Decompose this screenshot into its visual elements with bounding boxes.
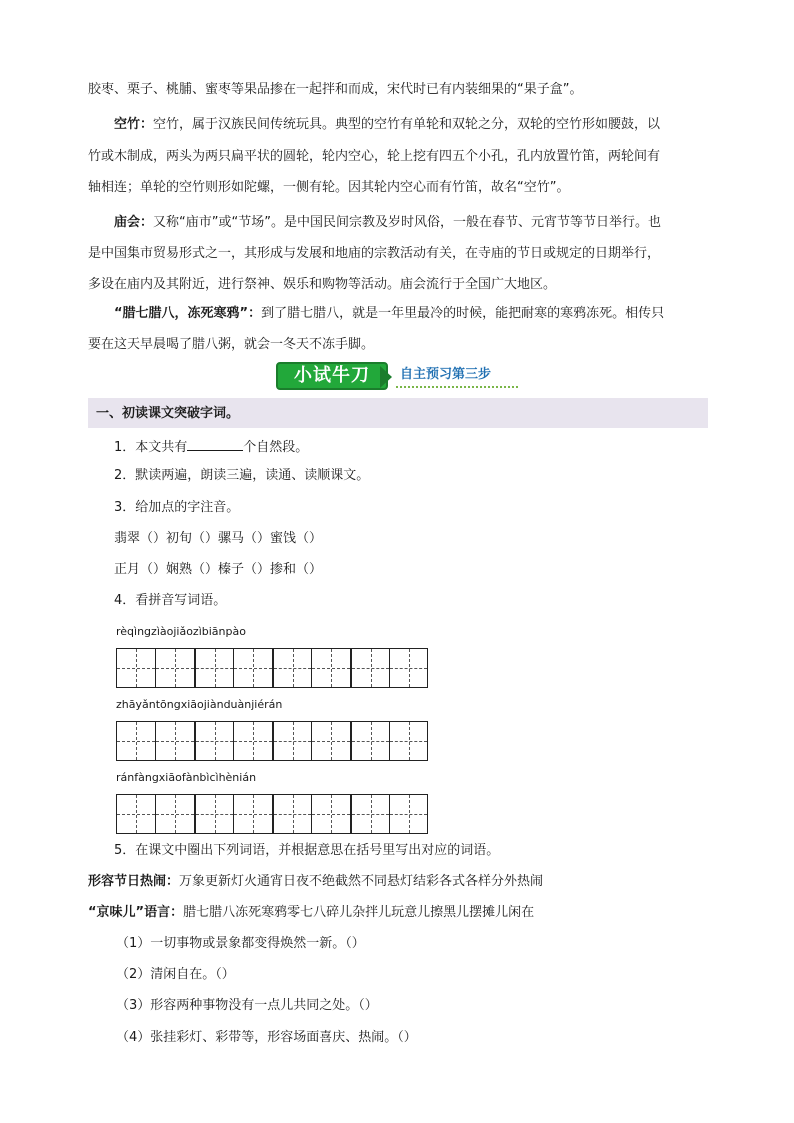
grid-cell[interactable] <box>350 648 389 688</box>
grid-guide-vertical <box>253 795 254 833</box>
grid-guide-vertical <box>409 649 410 687</box>
grid-cell[interactable] <box>155 794 194 834</box>
question-5-item-1 <box>116 936 736 952</box>
paragraph-laba-line2 <box>88 337 708 353</box>
grid-cell[interactable] <box>116 721 155 761</box>
grid-guide-vertical <box>136 722 137 760</box>
grid-cell[interactable] <box>155 648 194 688</box>
grid-guide-vertical <box>371 795 372 833</box>
question-5-words-1 <box>88 874 708 890</box>
grid-guide-vertical <box>371 722 372 760</box>
word-group-label: 形容节日热闹： <box>88 874 180 889</box>
grid-guide-vertical <box>136 795 137 833</box>
grid-cell[interactable] <box>116 648 155 688</box>
grid-guide-vertical <box>409 722 410 760</box>
grid-cell[interactable] <box>155 721 194 761</box>
grid-guide-vertical <box>331 722 332 760</box>
paragraph-text: 空竹，属于汉族民间传统玩具。典型的空竹有单轮和双轮之分，双轮的空竹形如腰鼓，以 <box>153 117 661 132</box>
grid-guide-vertical <box>409 795 410 833</box>
term-label-miaohui: 庙会： <box>114 215 154 230</box>
paragraph-kongzhu-line1 <box>114 117 734 133</box>
grid-cell[interactable] <box>194 721 233 761</box>
grid-guide-vertical <box>293 795 294 833</box>
section-heading: 一、初读课文突破字词。 <box>96 406 240 421</box>
grid-cell[interactable] <box>194 794 233 834</box>
grid-guide-vertical <box>215 795 216 833</box>
section-heading-bar <box>88 398 708 428</box>
grid-cell[interactable] <box>389 721 428 761</box>
grid-guide-vertical <box>136 649 137 687</box>
question-text: （4）张挂彩灯、彩带等，形容场面喜庆、热闹。（） <box>116 1030 417 1045</box>
banner-subtitle: 自主预习第三步 <box>400 367 492 382</box>
grid-guide-vertical <box>293 722 294 760</box>
word-group-text: 腊七腊八冻死寒鸦零七八碎儿杂拌儿玩意儿擦黑儿摆摊儿闲在 <box>183 905 535 920</box>
grid-cell[interactable] <box>311 721 350 761</box>
term-label-laba: “腊七腊八，冻死寒鸦”： <box>114 306 262 321</box>
banner-title: 小试牛刀 <box>294 365 370 386</box>
question-text: 5．在课文中圈出下列词语，并根据意思在括号里写出对应的词语。 <box>114 843 500 858</box>
pinyin-prompt-1: rèqìngzìàojiǎozìbiānpào <box>116 625 246 638</box>
grid-cell[interactable] <box>350 794 389 834</box>
grid-guide-vertical <box>331 795 332 833</box>
grid-guide-vertical <box>331 649 332 687</box>
question-3 <box>114 500 734 516</box>
question-3-row1 <box>114 531 734 547</box>
question-text: 1．本文共有 <box>114 440 188 455</box>
word-group-label: “京味儿”语言： <box>88 905 184 920</box>
question-text: 3．给加点的字注音。 <box>114 500 240 515</box>
question-text: （1）一切事物或景象都变得焕然一新。（） <box>116 936 365 951</box>
question-text: （2）清闲自在。（） <box>116 967 235 982</box>
banner-underline <box>396 386 518 388</box>
question-5 <box>114 843 734 859</box>
question-4 <box>114 593 734 609</box>
grid-guide-vertical <box>215 649 216 687</box>
writing-grid-2[interactable] <box>116 721 428 761</box>
paragraph-kongzhu-line3 <box>88 180 708 196</box>
grid-cell[interactable] <box>272 794 311 834</box>
grid-cell[interactable] <box>116 794 155 834</box>
grid-guide-vertical <box>175 795 176 833</box>
grid-guide-vertical <box>175 722 176 760</box>
grid-cell[interactable] <box>233 721 272 761</box>
pinyin-prompt-3: ránfàngxiāofànbìcìhènián <box>116 771 257 784</box>
question-5-item-2 <box>116 967 736 983</box>
paragraph-text: 是中国集市贸易形式之一，其形成与发展和地庙的宗教活动有关，在寺庙的节日或规定的日期举行， <box>88 246 661 261</box>
paragraph-text: 又称“庙市”或“节场”。是中国民间宗教及岁时风俗，一般在春节、元宵节等节日举行。也 <box>153 215 661 230</box>
grid-guide-vertical <box>253 649 254 687</box>
question-text: 4．看拼音写词语。 <box>114 593 227 608</box>
question-5-words-2 <box>88 905 708 921</box>
writing-grid-3[interactable] <box>116 794 428 834</box>
paragraph-text: 胶枣、栗子、桃脯、蜜枣等果品掺在一起拌和而成，宋代时已有内装细果的“果子盒”。 <box>88 82 583 97</box>
question-text: 正月（）娴熟（）榛子（）掺和（） <box>114 562 323 577</box>
question-text: 翡翠（）初旬（）骡马（）蜜饯（） <box>114 531 323 546</box>
paragraph-guozihe <box>88 82 708 98</box>
grid-cell[interactable] <box>389 794 428 834</box>
question-text: （3）形容两种事物没有一点儿共同之处。（） <box>116 998 378 1013</box>
paragraph-text: 到了腊七腊八，就是一年里最冷的时候，能把耐寒的寒鸦冻死。相传只 <box>261 306 665 321</box>
grid-cell[interactable] <box>311 794 350 834</box>
paragraph-text: 要在这天早晨喝了腊八粥，就会一冬天不冻手脚。 <box>88 337 375 352</box>
paragraph-miaohui-line3 <box>88 277 708 293</box>
word-group-text: 万象更新灯火通宵日夜不绝截然不同悬灯结彩各式各样分外热闹 <box>179 874 544 889</box>
grid-cell[interactable] <box>272 648 311 688</box>
grid-guide-vertical <box>253 722 254 760</box>
banner-arrow-icon <box>380 366 392 388</box>
answer-blank[interactable] <box>187 438 243 451</box>
term-label-kongzhu: 空竹： <box>114 117 154 132</box>
grid-guide-vertical <box>371 649 372 687</box>
paragraph-laba-line1 <box>114 306 734 322</box>
section-banner <box>276 362 521 392</box>
question-5-item-3 <box>116 998 736 1014</box>
writing-grid-1[interactable] <box>116 648 428 688</box>
question-5-item-4 <box>116 1030 736 1046</box>
grid-cell[interactable] <box>233 794 272 834</box>
paragraph-miaohui-line2 <box>88 246 708 262</box>
question-text: 个自然段。 <box>243 440 309 455</box>
grid-cell[interactable] <box>272 721 311 761</box>
paragraph-text: 多设在庙内及其附近，进行祭神、娱乐和购物等活动。庙会流行于全国广大地区。 <box>88 277 557 292</box>
grid-cell[interactable] <box>233 648 272 688</box>
question-1 <box>114 438 734 456</box>
grid-guide-vertical <box>175 649 176 687</box>
question-text: 2．默读两遍，朗读三遍，读通、读顺课文。 <box>114 468 370 483</box>
grid-cell[interactable] <box>194 648 233 688</box>
grid-guide-vertical <box>215 722 216 760</box>
question-3-row2 <box>114 562 734 578</box>
paragraph-text: 竹或木制成，两头为两只扁平状的圆轮，轮内空心，轮上挖有四五个小孔，孔内放置竹笛，两轮间有 <box>88 149 661 164</box>
pinyin-prompt-2: zhāyǎntōngxiāojiànduànjiérán <box>116 698 283 711</box>
question-2 <box>114 468 734 484</box>
grid-cell[interactable] <box>311 648 350 688</box>
grid-guide-vertical <box>293 649 294 687</box>
paragraph-kongzhu-line2 <box>88 149 708 165</box>
paragraph-text: 轴相连；单轮的空竹则形如陀螺，一侧有轮。因其轮内空心而有竹笛，故名“空竹”。 <box>88 180 570 195</box>
grid-cell[interactable] <box>389 648 428 688</box>
grid-cell[interactable] <box>350 721 389 761</box>
paragraph-miaohui-line1 <box>114 215 734 231</box>
banner-title-box <box>276 362 388 390</box>
